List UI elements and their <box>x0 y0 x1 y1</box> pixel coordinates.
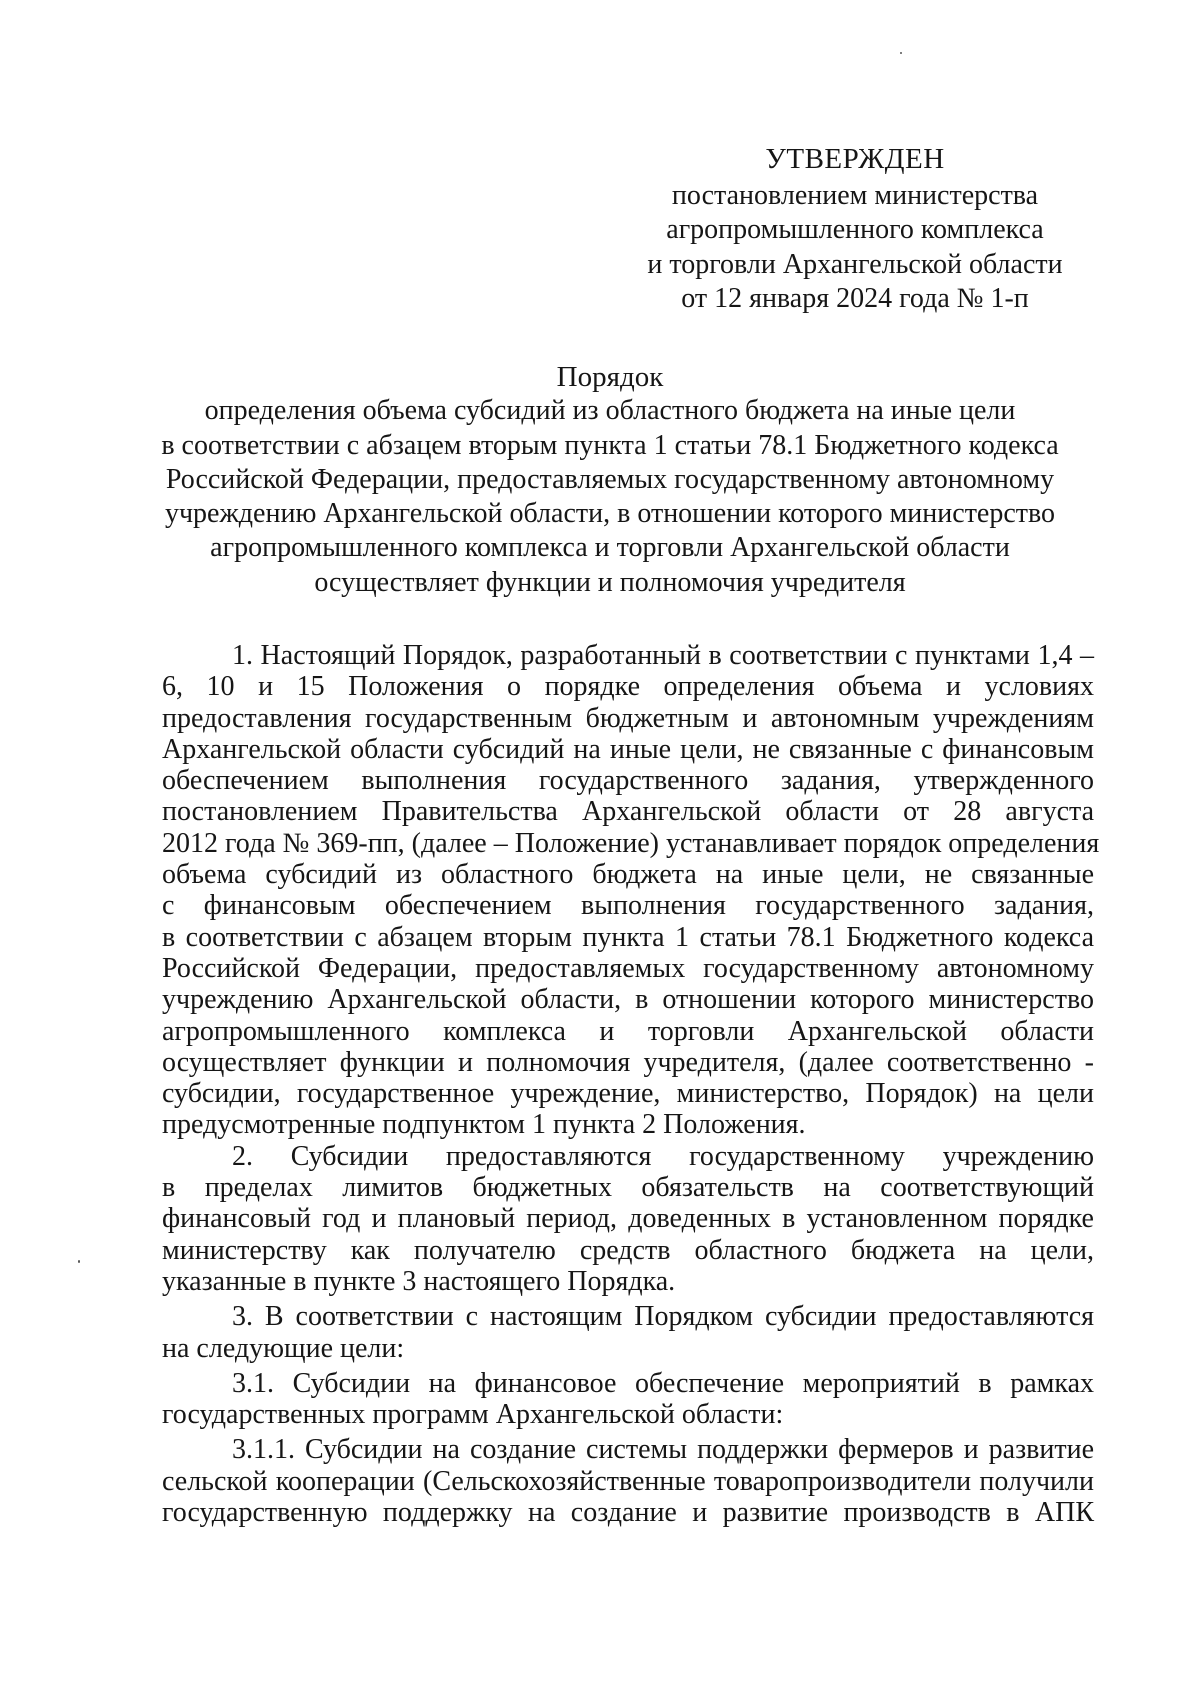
approval-line: постановлением министерства <box>671 179 1039 211</box>
text-line: 3.1. Субсидии на финансовое обеспечение мероприятий в рамках <box>232 1367 1094 1399</box>
approval-line: от 12 января 2024 года № 1-п <box>681 283 1029 314</box>
text-line: учреждению Архангельской области, в отношении которого министерство <box>162 984 1094 1016</box>
text-line: субсидии, государственное учреждение, министерство, Порядок) на цели <box>162 1078 1094 1110</box>
title-line: учреждению Архангельской области, в отношении которого министерство <box>164 498 1056 530</box>
title-line: определения объема субсидий из областного бюджета на иные цели <box>204 395 1016 427</box>
text-line: с финансовым обеспечением выполнения государственного задания, <box>162 890 1094 922</box>
text-line: финансовый год и плановый период, доведенных в установленном порядке <box>162 1203 1094 1235</box>
text-line: агропромышленного комплекса и торговли Архангельской области <box>162 1015 1094 1047</box>
text-line: постановлением Правительства Архангельской области от 28 августа <box>162 796 1094 828</box>
text-line: предоставления государственным бюджетным и автономным учреждениям <box>162 702 1094 734</box>
title-line: в соответствии с абзацем вторым пункта 1 статьи 78.1 Бюджетного кодекса <box>161 429 1059 461</box>
text-line: объема субсидий из областного бюджета на иные цели, не связанные <box>162 859 1094 891</box>
paragraph-3 <box>162 1301 1094 1364</box>
text-line: 1. Настоящий Порядок, разработанный в соответствии с пунктами 1,4 – <box>232 640 1094 671</box>
text-line: в пределах лимитов бюджетных обязательств на соответствующий <box>162 1172 1094 1204</box>
text-line: государственных программ Архангельской области: <box>162 1399 784 1431</box>
text-line: осуществляет функции и полномочия учредителя, (далее соответственно - <box>162 1046 1094 1078</box>
text-line: министерству как получателю средств областного бюджета на цели, <box>162 1234 1094 1266</box>
text-line: сельской кооперации (Сельскохозяйственные товаропроизводители получили <box>162 1465 1094 1497</box>
text-line: 2. Субсидии предоставляются государственному учреждению <box>232 1140 1094 1172</box>
document-title <box>150 360 1070 600</box>
text-line: 2012 года № 369-пп, (далее – Положение) устанавливает порядок определения <box>162 827 1100 859</box>
title-main: Порядок <box>556 361 664 393</box>
approval-line: и торговли Архангельской области <box>647 248 1063 280</box>
scan-speck <box>78 1260 80 1263</box>
approval-block <box>620 142 1090 317</box>
scan-speck <box>900 52 902 54</box>
text-line: на следующие цели: <box>162 1332 405 1364</box>
paragraph-3-1 <box>162 1368 1094 1431</box>
text-line: обеспечением выполнения государственного задания, утвержденного <box>162 765 1094 797</box>
text-line: государственную поддержку на создание и развитие производств в АПК <box>162 1497 1094 1529</box>
text-line: 6, 10 и 15 Положения о порядке определения объема и условиях <box>162 671 1094 703</box>
paragraph-1 <box>162 640 1100 1141</box>
title-line: осуществляет функции и полномочия учредителя <box>314 566 906 598</box>
title-line: агропромышленного комплекса и торговли Архангельской области <box>210 532 1010 564</box>
text-line: Архангельской области субсидий на иные цели, не связанные с финансовым <box>162 733 1094 765</box>
paragraph-3-1-1 <box>162 1434 1094 1528</box>
body-text <box>162 640 1100 1529</box>
text-line: Российской Федерации, предоставляемых государственному автономному <box>162 952 1094 984</box>
title-line: Российской Федерации, предоставляемых государственному автономному <box>165 463 1055 495</box>
text-line: указанные в пункте 3 настоящего Порядка. <box>162 1265 676 1297</box>
text-line: предусмотренные подпунктом 1 пункта 2 Положения. <box>162 1109 806 1141</box>
approval-line: агропромышленного комплекса <box>666 214 1044 245</box>
text-line: в соответствии с абзацем вторым пункта 1 статьи 78.1 Бюджетного кодекса <box>162 921 1094 953</box>
text-line: 3.1.1. Субсидии на создание системы поддержки фермеров и развитие <box>232 1434 1094 1466</box>
paragraph-2 <box>162 1141 1094 1297</box>
text-line: 3. В соответствии с настоящим Порядком субсидии предоставляются <box>232 1301 1094 1333</box>
approval-heading: УТВЕРЖДЕН <box>765 143 945 175</box>
